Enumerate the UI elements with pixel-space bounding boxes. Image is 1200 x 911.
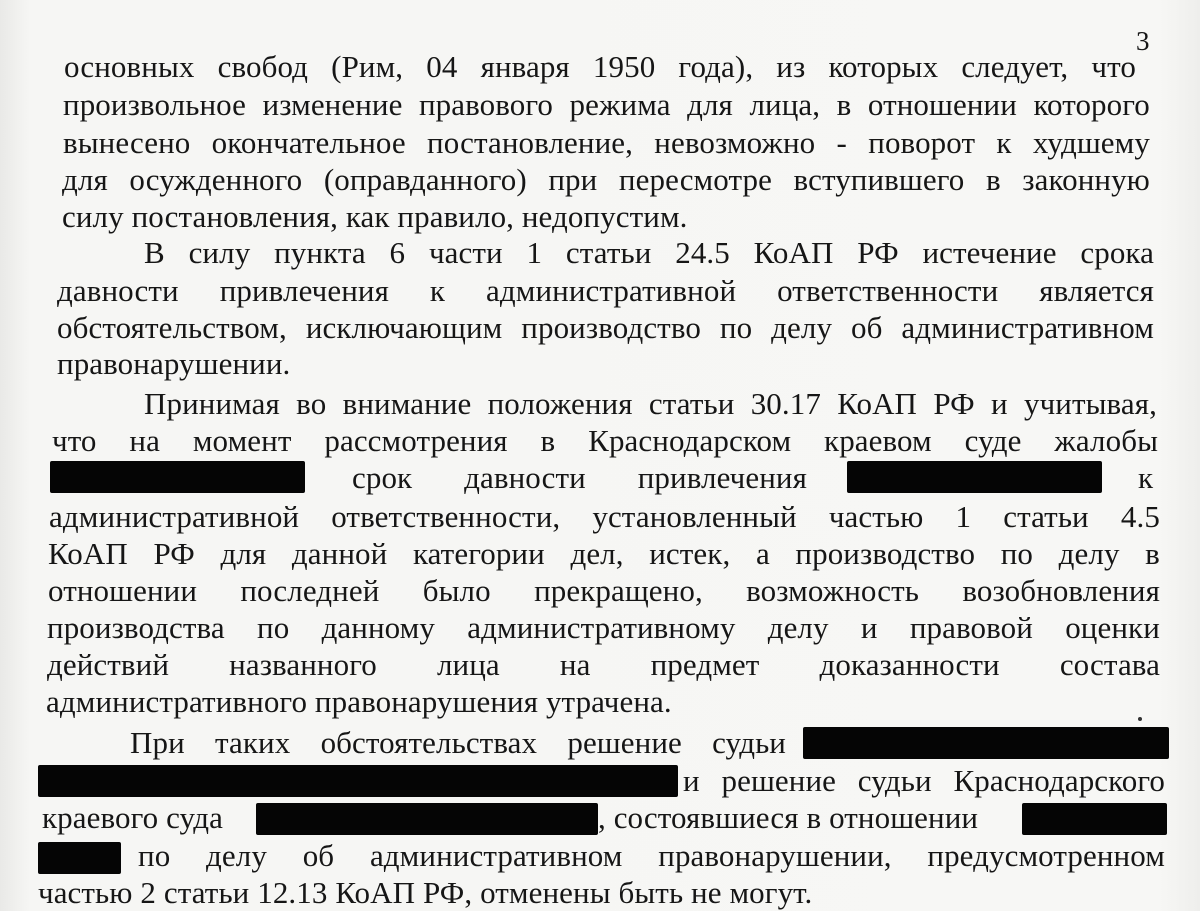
- word: истек,: [649, 536, 731, 571]
- word: РФ: [857, 235, 899, 270]
- word: статьи: [565, 235, 652, 270]
- word: 1: [526, 235, 543, 270]
- word: лица,: [749, 87, 821, 122]
- word: суде: [964, 423, 1022, 458]
- word: При: [130, 725, 185, 760]
- word: срок: [352, 460, 413, 495]
- text-line: [63, 126, 1150, 160]
- word: РФ: [153, 536, 195, 571]
- word: окончательное: [211, 125, 406, 160]
- word: (Рим,: [331, 49, 404, 84]
- word: внимание: [342, 386, 472, 421]
- word: об: [302, 838, 335, 873]
- text-line: силу постановления, как правило, недопустим.: [62, 199, 688, 234]
- word: решение: [721, 763, 837, 798]
- word: момент: [192, 423, 292, 458]
- word: срока: [1080, 235, 1154, 270]
- word: по: [257, 610, 290, 645]
- word: доказанности: [819, 647, 1000, 682]
- text-line: [144, 236, 1154, 270]
- text-line: [48, 537, 1160, 571]
- word: в: [1145, 536, 1160, 571]
- word: к: [429, 273, 446, 308]
- word: давности: [464, 460, 586, 495]
- word: 1950: [592, 49, 656, 84]
- word: прекращено,: [534, 573, 703, 608]
- word: учитывая,: [1024, 386, 1157, 421]
- word: при: [548, 162, 598, 197]
- word: истечение: [922, 235, 1057, 270]
- text-line: административного правонарушения утрачена.: [46, 684, 672, 719]
- word: данной: [291, 536, 388, 571]
- word: года),: [678, 49, 754, 84]
- word: предусмотренном: [927, 838, 1165, 873]
- word: 1: [955, 499, 972, 534]
- word: режима: [569, 87, 671, 122]
- word: обстоятельствах: [320, 725, 538, 760]
- word: осужденного: [129, 162, 303, 197]
- word: правонарушении,: [658, 838, 892, 873]
- text-line: [47, 611, 1160, 645]
- word: состава: [1059, 647, 1160, 682]
- word: основных: [64, 49, 195, 84]
- word: ответственности,: [331, 499, 561, 534]
- word: производство: [521, 310, 701, 345]
- word: действий: [47, 647, 170, 682]
- word: 4.5: [1120, 499, 1160, 534]
- word: производства: [47, 610, 225, 645]
- word: законную: [1022, 162, 1150, 197]
- word: категории: [412, 536, 545, 571]
- word: силу: [188, 235, 251, 270]
- word: из: [776, 49, 806, 84]
- text-line: , состоявшиеся в отношении: [598, 800, 979, 835]
- word: жалобы: [1054, 423, 1158, 458]
- word: в: [836, 87, 852, 122]
- word: на: [129, 423, 160, 458]
- word: правового: [418, 87, 554, 122]
- text-line: [683, 764, 1165, 798]
- word: Краснодарском: [588, 423, 792, 458]
- word: по: [138, 838, 171, 873]
- word: по: [1000, 536, 1034, 571]
- word: января: [480, 49, 570, 84]
- word: административном: [369, 838, 623, 873]
- word: делу: [1058, 536, 1120, 571]
- word: административной: [486, 273, 737, 308]
- word: части: [428, 235, 503, 270]
- word: РФ: [933, 386, 975, 421]
- word: судьи: [712, 725, 786, 760]
- text-line: частью 2 статьи 12.13 КоАП РФ, отменены быть не могут.: [38, 875, 813, 910]
- word: привлечения: [637, 460, 807, 495]
- word: для: [220, 536, 267, 571]
- text-line: [62, 163, 1150, 197]
- word: вступившего: [793, 162, 965, 197]
- word: в: [540, 423, 556, 458]
- word: постановление,: [427, 125, 633, 160]
- word: положения: [487, 386, 633, 421]
- word: изменение: [262, 87, 403, 122]
- word: делу: [767, 610, 829, 645]
- text-line: [138, 839, 1165, 873]
- word: 24.5: [675, 235, 730, 270]
- word: что: [1091, 49, 1136, 84]
- word: предмет: [650, 647, 760, 682]
- redaction-box: [50, 461, 305, 493]
- text-line: к: [1138, 460, 1154, 495]
- redaction-box: [1022, 803, 1167, 835]
- text-line: [352, 461, 807, 495]
- redaction-box: [803, 727, 1169, 759]
- word: а: [755, 536, 770, 571]
- text-line: [57, 274, 1154, 308]
- text-line: [49, 500, 1160, 534]
- scan-speck: [1138, 717, 1142, 721]
- word: поворот: [868, 125, 976, 160]
- word: и: [991, 386, 1008, 421]
- word: дел,: [570, 536, 624, 571]
- word: названного: [229, 647, 377, 682]
- word: возобновления: [962, 573, 1160, 608]
- word: возможность: [746, 573, 920, 608]
- word: делу: [206, 838, 267, 873]
- redaction-box: [38, 765, 678, 797]
- word: (оправданного): [323, 162, 527, 197]
- word: решение: [567, 725, 682, 760]
- word: свобод: [217, 49, 309, 84]
- word: производство: [795, 536, 976, 571]
- word: для: [62, 162, 108, 197]
- word: и: [683, 763, 700, 798]
- word: худшему: [1032, 125, 1150, 160]
- text-line: [57, 311, 1154, 345]
- word: КоАП: [48, 536, 128, 571]
- word: 30.17: [750, 386, 821, 421]
- text-line: [144, 387, 1157, 421]
- word: отношении: [867, 87, 1017, 122]
- word: на: [559, 647, 591, 682]
- word: следует,: [961, 49, 1069, 84]
- word: Принимая: [144, 386, 280, 421]
- word: отношении: [48, 573, 198, 608]
- text-line: [64, 50, 1136, 84]
- word: во: [296, 386, 327, 421]
- word: по: [719, 310, 753, 345]
- word: которых: [828, 49, 939, 84]
- word: частью: [828, 499, 924, 534]
- text-line: [52, 424, 1158, 458]
- text-line: [130, 726, 786, 760]
- word: к: [996, 125, 1012, 160]
- word: ответственности: [777, 273, 999, 308]
- word: произвольное: [63, 87, 246, 122]
- word: вынесено: [63, 125, 191, 160]
- word: пункта: [274, 235, 366, 270]
- word: рассмотрения: [324, 423, 508, 458]
- word: делу: [771, 310, 833, 345]
- word: данному: [321, 610, 436, 645]
- redaction-box: [847, 461, 1102, 493]
- text-line: краевого суда: [42, 800, 223, 835]
- word: пересмотре: [618, 162, 772, 197]
- word: и: [860, 610, 878, 645]
- word: является: [1039, 273, 1154, 308]
- word: 04: [426, 49, 458, 84]
- word: последней: [240, 573, 380, 608]
- word: В: [144, 235, 165, 270]
- word: лица: [436, 647, 500, 682]
- word: давности: [57, 273, 179, 308]
- word: административной: [49, 499, 300, 534]
- word: для: [687, 87, 733, 122]
- word: краевом: [824, 423, 932, 458]
- word: статьи: [648, 386, 735, 421]
- word: правовой: [909, 610, 1033, 645]
- word: 6: [389, 235, 406, 270]
- word: которого: [1033, 87, 1150, 122]
- word: -: [836, 125, 847, 160]
- word: КоАП: [837, 386, 918, 421]
- word: исключающим: [305, 310, 503, 345]
- word: оценки: [1065, 610, 1160, 645]
- text-line: [48, 574, 1160, 608]
- word: установленный: [592, 499, 797, 534]
- word: было: [422, 573, 491, 608]
- word: привлечения: [219, 273, 389, 308]
- page-number: 3: [1136, 26, 1150, 56]
- text-line: [63, 88, 1150, 122]
- word: статьи: [1003, 499, 1089, 534]
- word: Краснодарского: [953, 763, 1165, 798]
- text-line: [47, 648, 1160, 682]
- redaction-box: [38, 842, 121, 874]
- word: административном: [901, 310, 1154, 345]
- word: обстоятельством,: [57, 310, 287, 345]
- word: невозможно: [654, 125, 816, 160]
- redaction-box: [256, 803, 598, 835]
- text-line: правонарушении.: [57, 346, 291, 381]
- word: КоАП: [753, 235, 834, 270]
- word: в: [985, 162, 1001, 197]
- word: судьи: [857, 763, 932, 798]
- word: что: [52, 423, 97, 458]
- word: об: [850, 310, 883, 345]
- word: таких: [215, 725, 291, 760]
- word: административному: [467, 610, 736, 645]
